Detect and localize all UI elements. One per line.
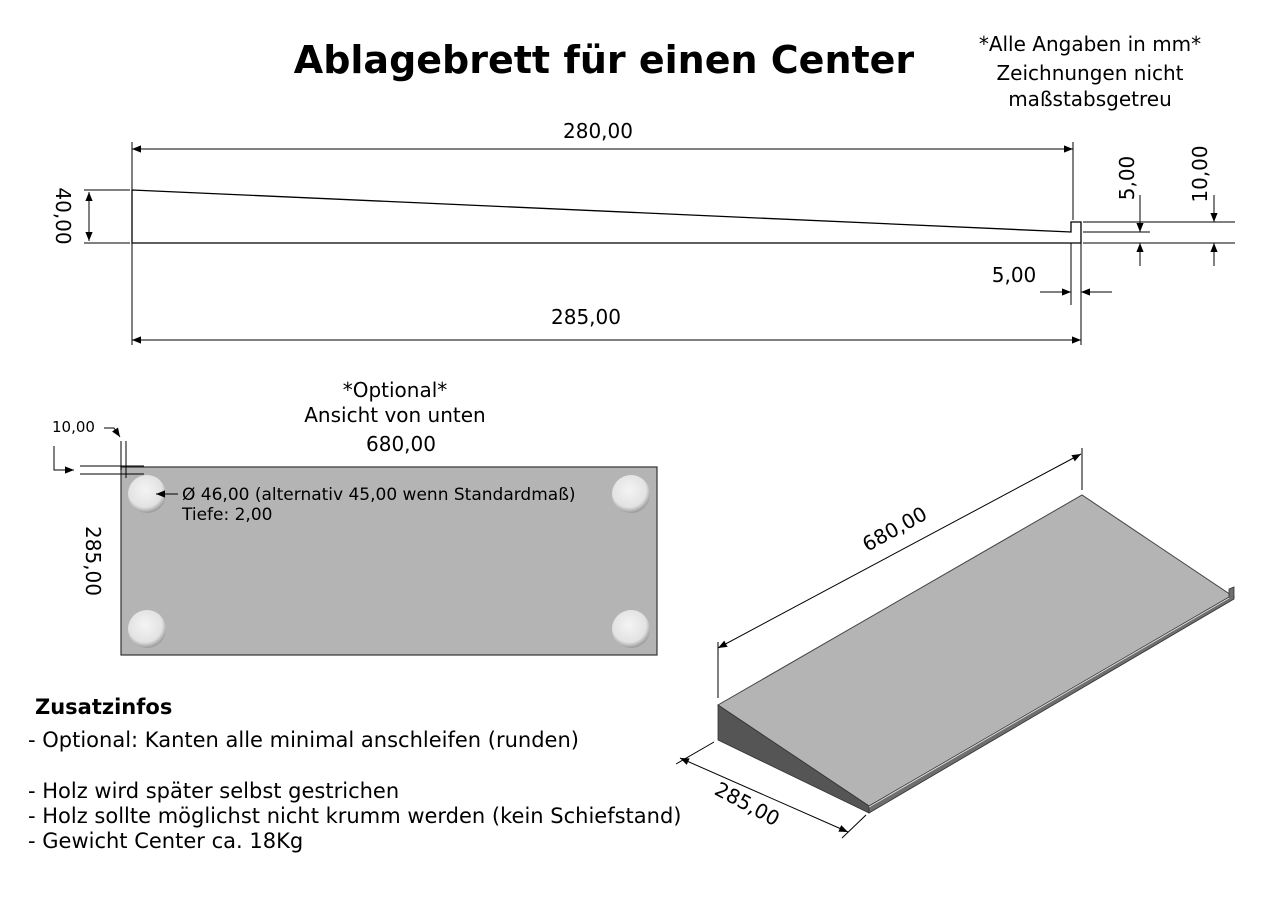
side-view bbox=[51, 119, 1235, 345]
dim-hole-offset: 10,00 bbox=[52, 418, 95, 436]
dim-bottom-length: 285,00 bbox=[551, 305, 621, 329]
note-units: *Alle Angaben in mm* bbox=[978, 32, 1202, 56]
dim-top-length: 280,00 bbox=[563, 119, 633, 143]
bottom-view bbox=[52, 378, 657, 655]
dim-lip-width: 5,00 bbox=[991, 263, 1037, 287]
hole-bottom-left bbox=[128, 610, 166, 648]
hole-bottom-right bbox=[612, 610, 650, 648]
page-title: Ablagebrett für einen Center bbox=[293, 38, 915, 82]
dim-iso-width: 285,00 bbox=[710, 776, 784, 831]
bottom-view-caption: Ansicht von unten bbox=[304, 403, 486, 427]
dim-bottom-view-width: 285,00 bbox=[81, 526, 105, 596]
note-scale-2: maßstabsgetreu bbox=[1008, 87, 1172, 111]
info-line: - Optional: Kanten alle minimal anschleifen (runden) bbox=[28, 728, 579, 752]
hole-diameter-note: Ø 46,00 (alternativ 45,00 wenn Standardmaß) bbox=[182, 485, 576, 505]
info-block bbox=[28, 695, 681, 853]
note-scale-1: Zeichnungen nicht bbox=[996, 61, 1184, 85]
info-line: - Holz wird später selbst gestrichen bbox=[28, 779, 400, 803]
side-profile-outline bbox=[132, 190, 1081, 243]
header-note bbox=[979, 32, 1201, 111]
dim-height-left: 40,00 bbox=[51, 187, 75, 245]
dim-bottom-view-length: 680,00 bbox=[366, 432, 436, 456]
info-heading: Zusatzinfos bbox=[35, 695, 173, 719]
info-line: - Holz sollte möglichst nicht krumm werden (kein Schiefstand) bbox=[28, 804, 682, 828]
iso-view bbox=[676, 448, 1234, 838]
bottom-view-caption-optional: *Optional* bbox=[342, 378, 448, 402]
hole-top-right bbox=[612, 475, 650, 513]
dim-iso-length: 680,00 bbox=[858, 501, 932, 557]
dim-step-height: 5,00 bbox=[1115, 155, 1139, 201]
hole-depth-note: Tiefe: 2,00 bbox=[182, 505, 273, 525]
info-line: - Gewicht Center ca. 18Kg bbox=[28, 829, 304, 853]
dim-total-height-right: 10,00 bbox=[1188, 145, 1212, 203]
